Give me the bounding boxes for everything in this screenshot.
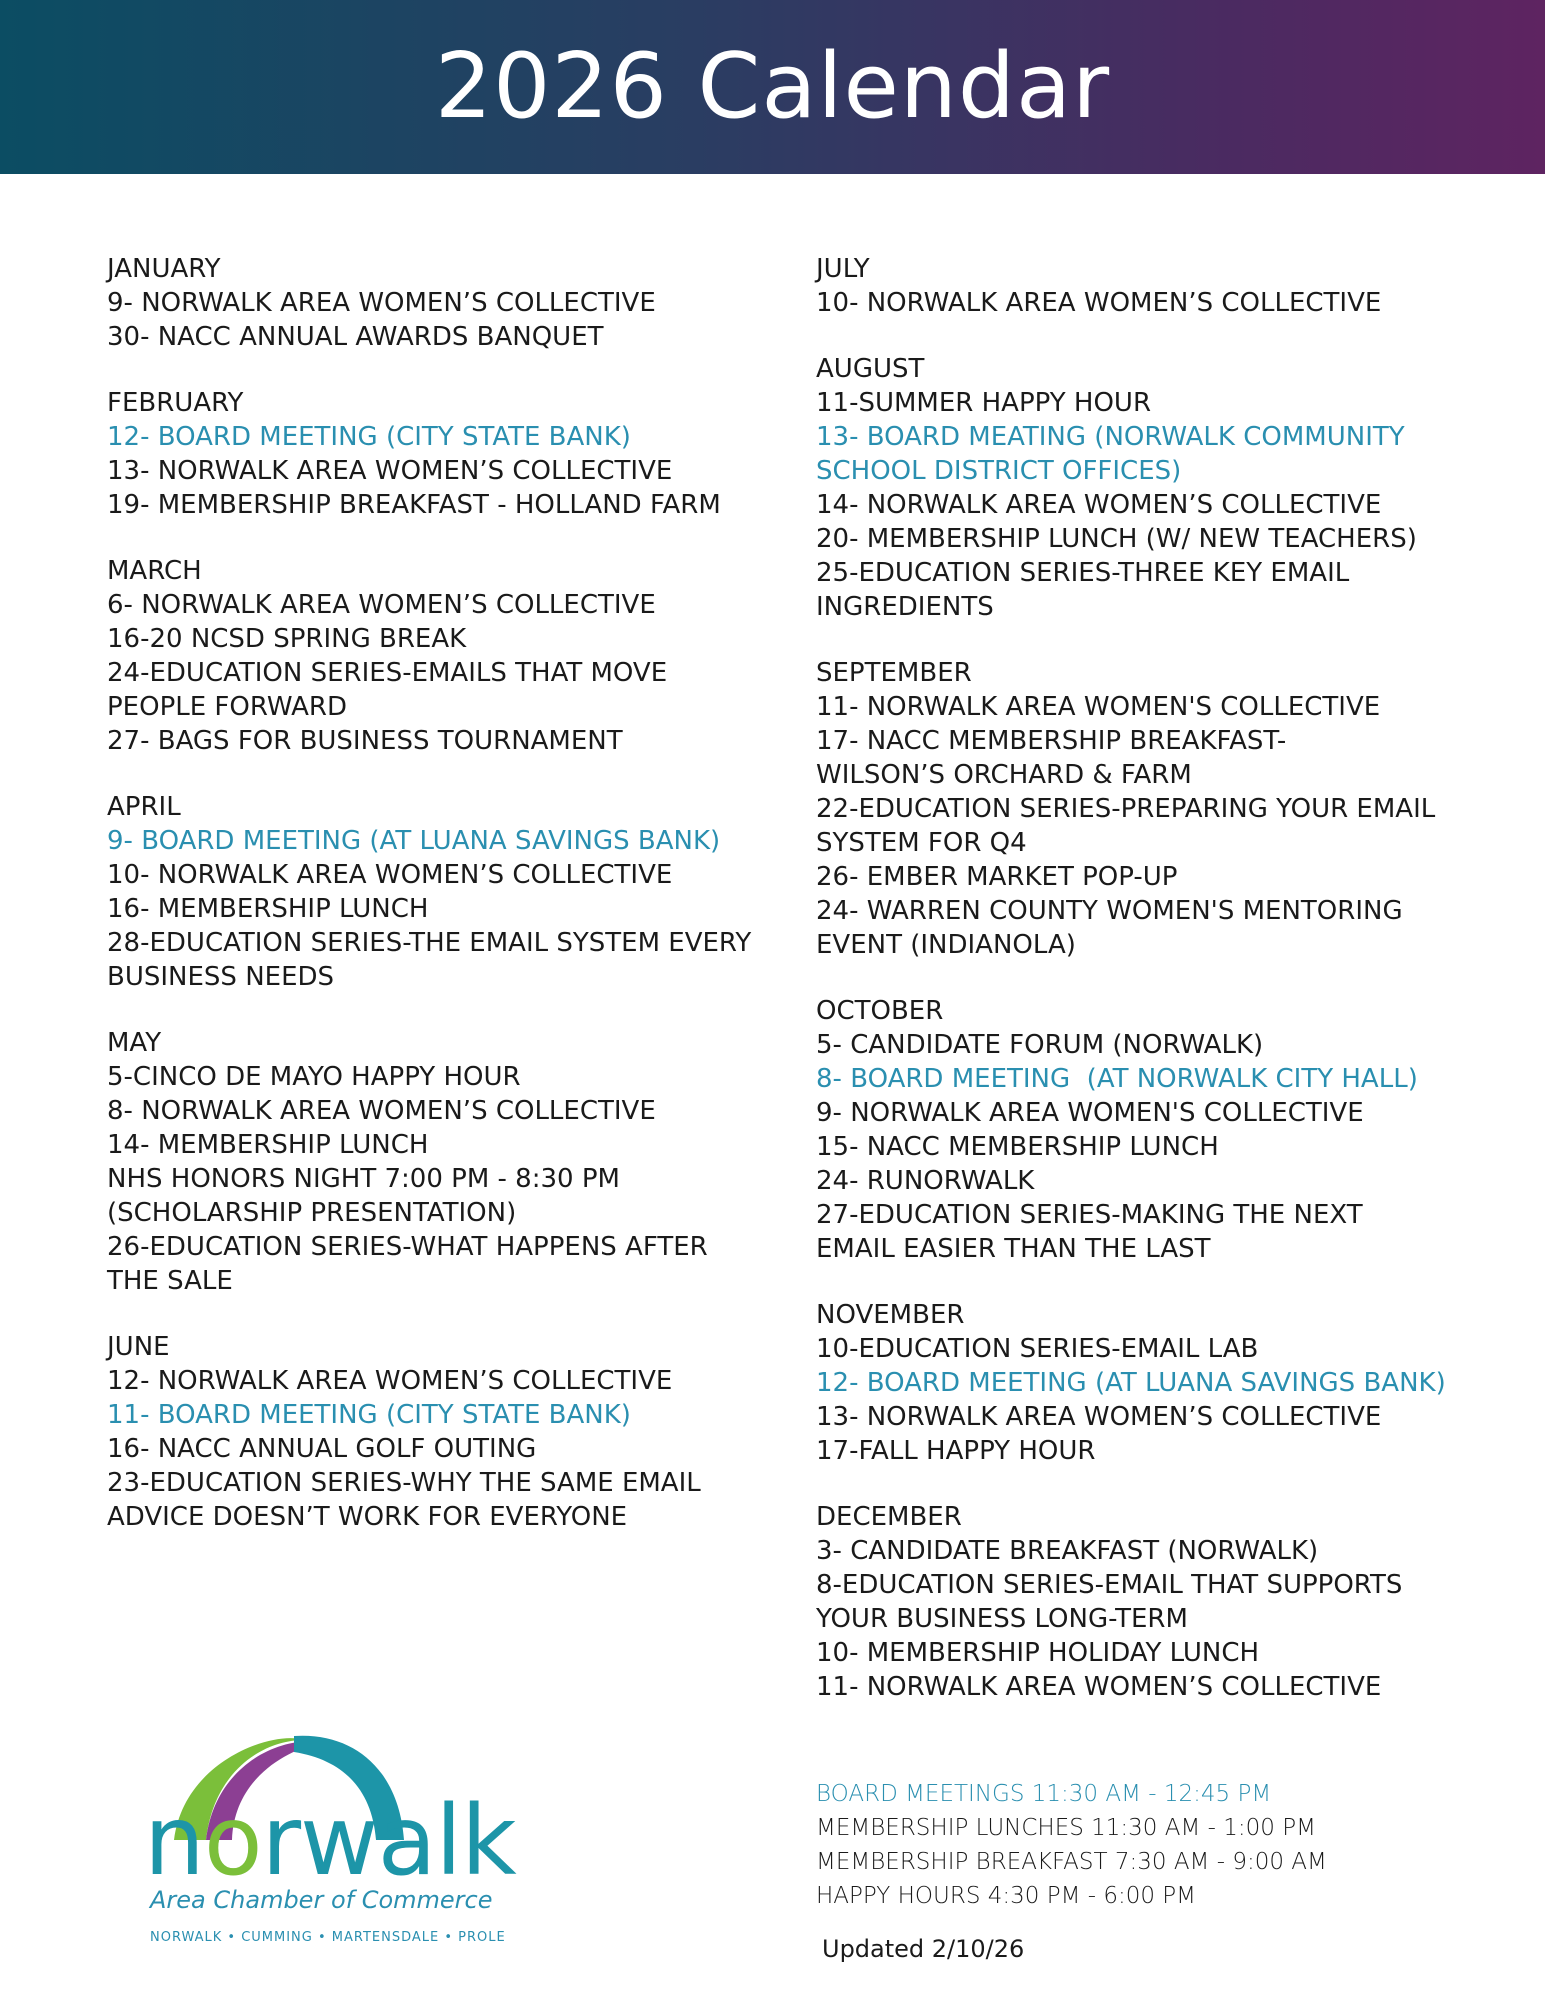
header-banner xyxy=(0,0,1545,174)
calendar-event: 23-EDUCATION SERIES-WHY THE SAME EMAIL ADVICE DOESN’T WORK FOR EVERYONE xyxy=(107,1468,701,1532)
logo-towns: NORWALK • CUMMING • MARTENSDALE • PROLE xyxy=(150,1930,506,1945)
calendar-event: 6- NORWALK AREA WOMEN’S COLLECTIVE xyxy=(107,590,656,620)
calendar-event: 8- NORWALK AREA WOMEN’S COLLECTIVE xyxy=(107,1096,656,1126)
month-name: SEPTEMBER xyxy=(816,658,972,688)
calendar-event: 28-EDUCATION SERIES-THE EMAIL SYSTEM EVERY BUSINESS NEEDS xyxy=(107,928,752,992)
calendar-event: 10- NORWALK AREA WOMEN’S COLLECTIVE xyxy=(107,860,673,890)
month-block xyxy=(816,252,1516,320)
calendar-event: 14- MEMBERSHIP LUNCH xyxy=(107,1130,429,1160)
board-meeting-event: 11- BOARD MEETING (CITY STATE BANK) xyxy=(107,1400,631,1430)
calendar-event: 5- CANDIDATE FORUM (NORWALK) xyxy=(816,1030,1264,1060)
calendar-event: 10- MEMBERSHIP HOLIDAY LUNCH xyxy=(816,1638,1260,1668)
calendar-event: 12- NORWALK AREA WOMEN’S COLLECTIVE xyxy=(107,1366,673,1396)
month-block xyxy=(107,252,787,354)
board-meeting-event: 9- BOARD MEETING (AT LUANA SAVINGS BANK) xyxy=(107,826,721,856)
calendar-event: 15- NACC MEMBERSHIP LUNCH xyxy=(816,1132,1219,1162)
calendar-event: 9- NORWALK AREA WOMEN’S COLLECTIVE xyxy=(107,288,656,318)
calendar-event: 10-EDUCATION SERIES-EMAIL LAB xyxy=(816,1334,1259,1364)
schedule-line: BOARD MEETINGS 11:30 AM - 12:45 PM xyxy=(816,1781,1272,1807)
calendar-event: 10- NORWALK AREA WOMEN’S COLLECTIVE xyxy=(816,288,1382,318)
calendar-event: 19- MEMBERSHIP BREAKFAST - HOLLAND FARM xyxy=(107,490,721,520)
month-name: AUGUST xyxy=(816,354,925,384)
calendar-event: 11- NORWALK AREA WOMEN'S COLLECTIVE xyxy=(816,692,1381,722)
month-name: OCTOBER xyxy=(816,996,944,1026)
month-name: JULY xyxy=(816,254,870,284)
month-block xyxy=(107,386,787,522)
month-name: JUNE xyxy=(107,1332,170,1362)
month-name: MARCH xyxy=(107,556,202,586)
month-name: NOVEMBER xyxy=(816,1300,965,1330)
board-meeting-event: 12- BOARD MEETING (CITY STATE BANK) xyxy=(107,422,631,452)
calendar-column-right xyxy=(816,252,1516,1736)
calendar-event: 8-EDUCATION SERIES-EMAIL THAT SUPPORTS YOUR BUSINESS LONG-TERM xyxy=(816,1570,1403,1634)
calendar-event: 17-FALL HAPPY HOUR xyxy=(816,1436,1096,1466)
month-block xyxy=(107,790,787,994)
updated-date: Updated 2/10/26 xyxy=(822,1935,1025,1963)
calendar-event: 20- MEMBERSHIP LUNCH (W/ NEW TEACHERS) xyxy=(816,524,1417,554)
calendar-event: 9- NORWALK AREA WOMEN'S COLLECTIVE xyxy=(816,1098,1364,1128)
calendar-event: 22-EDUCATION SERIES-PREPARING YOUR EMAIL SYSTEM FOR Q4 xyxy=(816,794,1436,858)
calendar-event: 16- NACC ANNUAL GOLF OUTING xyxy=(107,1434,537,1464)
calendar-event: 5-CINCO DE MAYO HAPPY HOUR xyxy=(107,1062,521,1092)
calendar-event: 26-EDUCATION SERIES-WHAT HAPPENS AFTER THE SALE xyxy=(107,1232,708,1296)
month-name: JANUARY xyxy=(107,254,221,284)
calendar-event: 3- CANDIDATE BREAKFAST (NORWALK) xyxy=(816,1536,1319,1566)
meeting-times-legend xyxy=(816,1777,1496,1913)
calendar-event: 16- MEMBERSHIP LUNCH xyxy=(107,894,429,924)
calendar-event: 24- WARREN COUNTY WOMEN'S MENTORING EVENT (INDIANOLA) xyxy=(816,896,1403,960)
calendar-event: 25-EDUCATION SERIES-THREE KEY EMAIL INGREDIENTS xyxy=(816,558,1350,622)
calendar-event: 16-20 NCSD SPRING BREAK xyxy=(107,624,467,654)
board-meeting-event: 8- BOARD MEETING (AT NORWALK CITY HALL) xyxy=(816,1064,1418,1094)
calendar-event: 26- EMBER MARKET POP-UP xyxy=(816,862,1178,892)
calendar-event: 11-SUMMER HAPPY HOUR xyxy=(816,388,1152,418)
month-block xyxy=(816,994,1516,1266)
calendar-column-left xyxy=(107,252,787,1566)
calendar-event: 13- NORWALK AREA WOMEN’S COLLECTIVE xyxy=(816,1402,1382,1432)
calendar-event: 17- NACC MEMBERSHIP BREAKFAST- WILSON’S ORCHARD & FARM xyxy=(816,726,1287,790)
month-name: DECEMBER xyxy=(816,1502,962,1532)
page-title: 2026 Calendar xyxy=(434,34,1111,139)
month-block xyxy=(816,656,1516,962)
calendar-event: 14- NORWALK AREA WOMEN’S COLLECTIVE xyxy=(816,490,1382,520)
month-block xyxy=(107,554,787,758)
month-block xyxy=(816,1500,1516,1704)
month-block xyxy=(816,1298,1516,1468)
calendar-event: 27- BAGS FOR BUSINESS TOURNAMENT xyxy=(107,726,623,756)
calendar-event: NHS HONORS NIGHT 7:00 PM - 8:30 PM (SCHOLARSHIP PRESENTATION) xyxy=(107,1164,620,1228)
month-name: FEBRUARY xyxy=(107,388,244,418)
chamber-logo xyxy=(140,1730,516,1960)
month-block xyxy=(107,1026,787,1298)
calendar-event: 24-EDUCATION SERIES-EMAILS THAT MOVE PEOPLE FORWARD xyxy=(107,658,668,722)
calendar-event: 27-EDUCATION SERIES-MAKING THE NEXT EMAIL EASIER THAN THE LAST xyxy=(816,1200,1363,1264)
board-meeting-event: 12- BOARD MEETING (AT LUANA SAVINGS BANK) xyxy=(816,1368,1446,1398)
logo-tagline: Area Chamber of Commerce xyxy=(150,1886,493,1914)
schedule-line: MEMBERSHIP LUNCHES 11:30 AM - 1:00 PM xyxy=(816,1815,1316,1841)
schedule-line: HAPPY HOURS 4:30 PM - 6:00 PM xyxy=(816,1883,1197,1909)
schedule-line: MEMBERSHIP BREAKFAST 7:30 AM - 9:00 AM xyxy=(816,1849,1327,1875)
calendar-event: 13- NORWALK AREA WOMEN’S COLLECTIVE xyxy=(107,456,673,486)
month-block xyxy=(816,352,1516,624)
month-block xyxy=(107,1330,787,1534)
calendar-event: 24- RUNORWALK xyxy=(816,1166,1035,1196)
month-name: MAY xyxy=(107,1028,162,1058)
calendar-event: 11- NORWALK AREA WOMEN’S COLLECTIVE xyxy=(816,1672,1382,1702)
logo-wordmark: norwalk xyxy=(144,1785,516,1897)
month-name: APRIL xyxy=(107,792,181,822)
board-meeting-event: 13- BOARD MEATING (NORWALK COMMUNITY SCHOOL DISTRICT OFFICES) xyxy=(816,422,1405,486)
calendar-event: 30- NACC ANNUAL AWARDS BANQUET xyxy=(107,322,604,352)
